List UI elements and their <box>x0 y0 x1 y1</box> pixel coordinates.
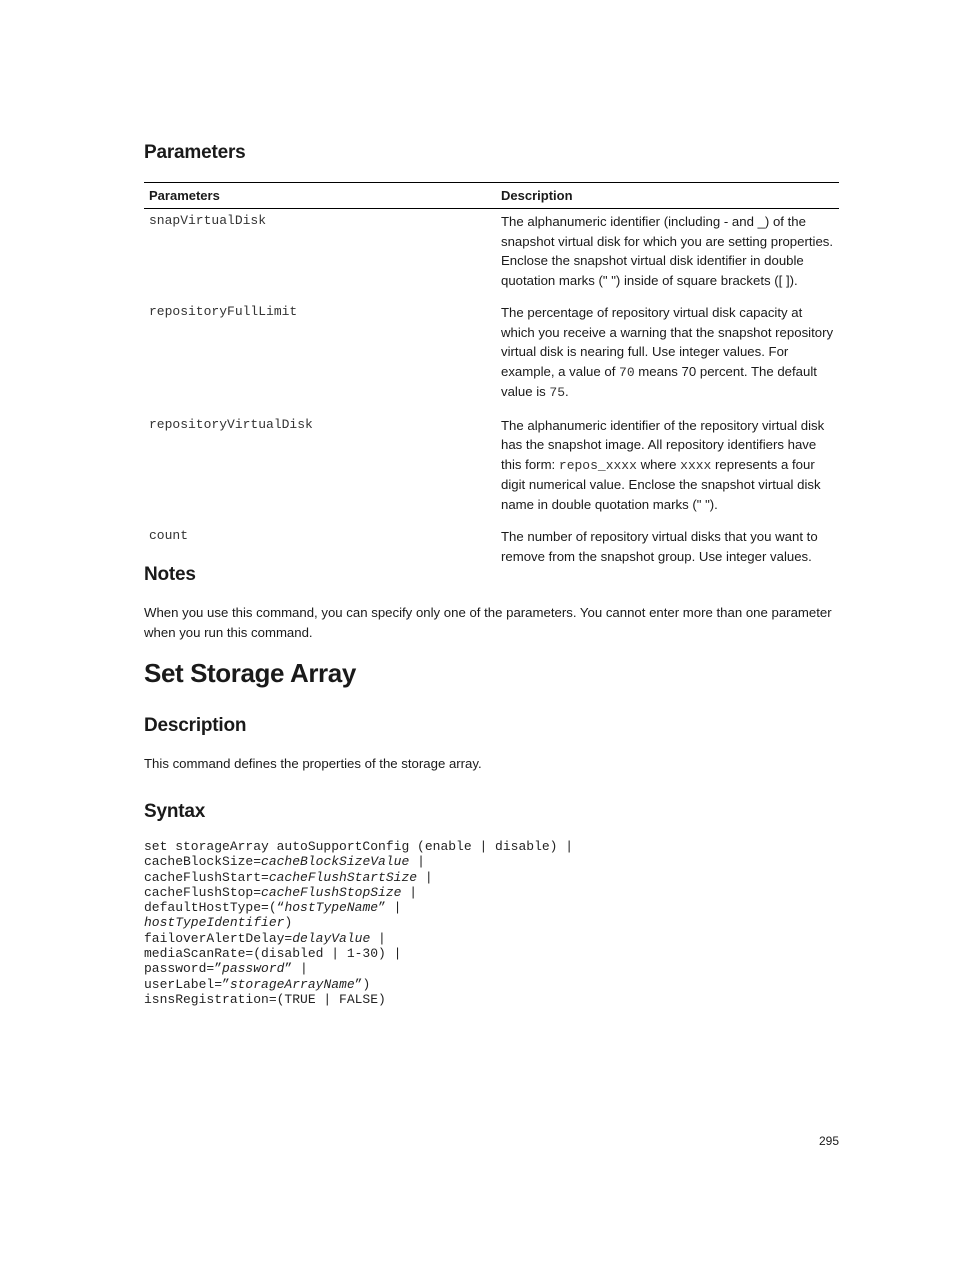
desc-text: represents a four digit numerical value. Enclose the snapshot virtual disk name in double quotation marks (" "). <box>501 456 821 512</box>
syntax-keyword: cacheBlockSize= <box>144 854 262 870</box>
syntax-line <box>144 900 401 915</box>
syntax-line <box>144 946 401 961</box>
syntax-keyword: mediaScanRate=(disabled | 1-30) | <box>144 946 402 962</box>
description-text: This command defines the properties of the storage array. <box>144 756 482 771</box>
desc-text: where <box>636 456 681 472</box>
syntax-code-block <box>144 839 573 1007</box>
syntax-keyword: password=” <box>144 961 223 977</box>
syntax-variable: cacheBlockSizeValue <box>261 854 410 870</box>
syntax-keyword: set storageArray autoSupportConfig (enable | disable) | <box>144 839 574 854</box>
table-row <box>144 209 839 301</box>
syntax-keyword: | <box>370 930 386 946</box>
table-header-row <box>144 183 839 209</box>
command-title: Set Storage Array <box>144 658 356 688</box>
param-description <box>496 413 839 525</box>
syntax-line <box>144 961 308 976</box>
syntax-line <box>144 977 370 992</box>
syntax-heading: Syntax <box>144 801 206 822</box>
table-row <box>144 300 839 413</box>
desc-text: means 70 percent. The default value is <box>501 363 817 399</box>
syntax-line <box>144 839 573 854</box>
column-header-description: Description <box>496 183 839 209</box>
param-name: repositoryFullLimit <box>149 304 298 319</box>
desc-text: . <box>565 384 569 399</box>
syntax-keyword: | <box>409 854 425 870</box>
notes-text: When you use this command, you can specify only one of the parameters. You cannot enter more than one parameter when you run this command. <box>144 605 832 640</box>
code-value: 75 <box>549 385 565 400</box>
syntax-variable: cacheFlushStopSize <box>261 884 402 900</box>
syntax-keyword: cacheFlushStop= <box>144 884 262 900</box>
param-name: snapVirtualDisk <box>149 213 267 228</box>
syntax-keyword: cacheFlushStart= <box>144 869 269 885</box>
syntax-variable: hostTypeIdentifier <box>144 915 285 931</box>
code-value: xxxx <box>680 457 712 473</box>
syntax-line <box>144 870 433 885</box>
syntax-variable: password <box>222 961 285 977</box>
description-heading: Description <box>144 715 247 736</box>
syntax-line <box>144 915 292 930</box>
param-description: The number of repository virtual disks that you want to remove from the snapshot group. Use integer values. <box>501 529 818 564</box>
syntax-line <box>144 992 386 1007</box>
code-value: 70 <box>619 364 635 380</box>
syntax-keyword: isnsRegistration=(TRUE | FALSE) <box>144 991 386 1007</box>
page-number: 295 <box>818 1134 839 1148</box>
syntax-keyword: ) <box>284 915 293 931</box>
syntax-keyword: failoverAlertDelay= <box>144 930 293 946</box>
param-description: The alphanumeric identifier (including - and _) of the snapshot virtual disk for which you are setting properties. Enclose the snapshot virtual disk identifier in double quotation marks (" ") inside of square brackets ([ ]). <box>501 214 834 288</box>
syntax-keyword: | <box>417 869 433 885</box>
param-description <box>496 300 839 413</box>
notes-heading: Notes <box>144 564 196 585</box>
syntax-keyword: ” | <box>378 900 402 916</box>
table-row <box>144 524 839 576</box>
param-name: repositoryVirtualDisk <box>149 416 313 432</box>
syntax-keyword: defaultHostType=(“ <box>144 900 285 916</box>
syntax-variable: storageArrayName <box>229 976 355 992</box>
parameters-table <box>144 182 839 576</box>
syntax-line <box>144 854 425 869</box>
code-value: repos_xxxx <box>558 457 637 473</box>
desc-text: The percentage of repository virtual disk capacity at which you receive a warning that the snapshot repository virtual disk is nearing full. Use integer values. For example, a value of <box>501 305 834 379</box>
syntax-line <box>144 931 386 946</box>
syntax-variable: delayValue <box>292 930 371 946</box>
syntax-keyword: | <box>401 884 418 900</box>
table-row <box>144 413 839 525</box>
syntax-line <box>144 885 417 900</box>
parameters-heading: Parameters <box>144 142 246 163</box>
desc-text: The alphanumeric identifier of the repository virtual disk has the snapshot image. All repository identifiers have this form: <box>501 417 825 472</box>
syntax-variable: cacheFlushStartSize <box>268 869 418 885</box>
syntax-keyword: ” | <box>284 961 308 977</box>
syntax-keyword: ”) <box>354 976 371 992</box>
syntax-keyword: userLabel=” <box>144 976 230 992</box>
syntax-variable: hostTypeName <box>284 900 379 916</box>
column-header-parameters: Parameters <box>144 183 496 209</box>
param-name: count <box>149 528 189 543</box>
